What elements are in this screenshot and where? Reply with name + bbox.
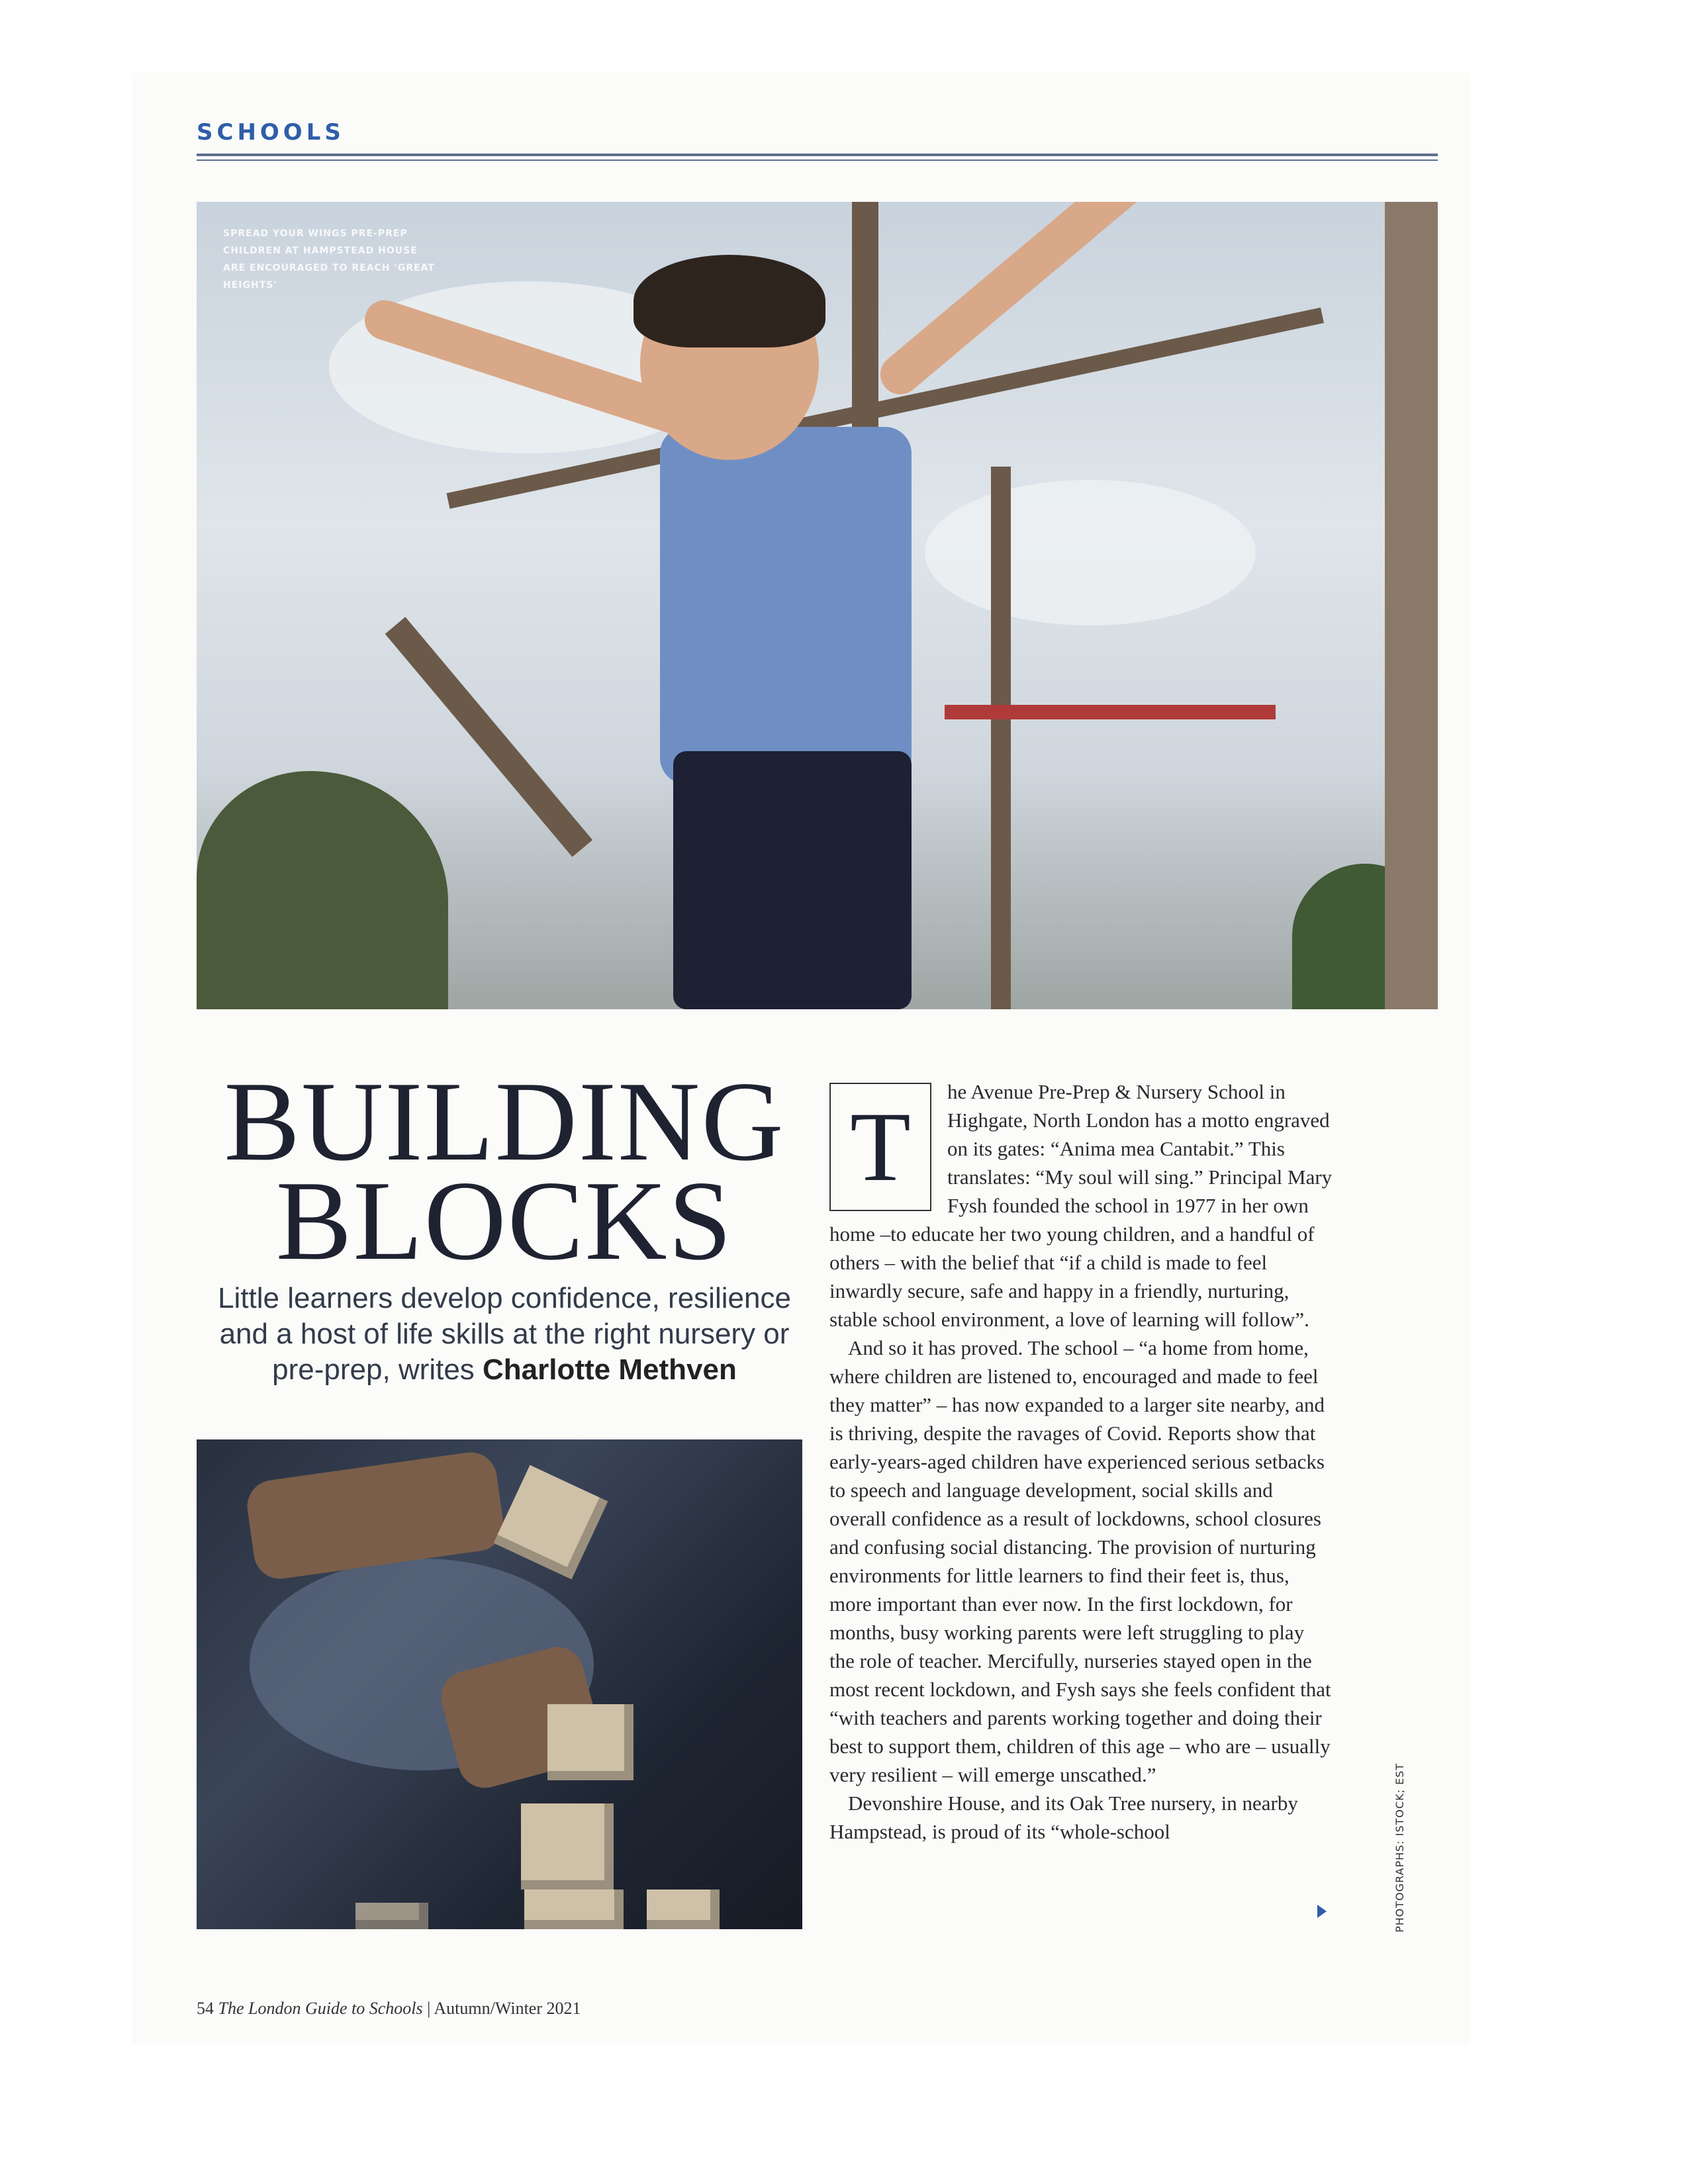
paragraph-2: And so it has proved. The school – “a home from home, where children are listened to, encouraged and made to feel they matter” – has now expanded to a larger site nearby, and is thriving, despite the ravages of Covid. Reports show that early-years-aged children have experienced serious setbacks to speech and language development, social skills and overall confidence as a result of lockdowns, school closures and confusing social distancing. The provision of nurturing environments for little learners to find their feet is, thus, more important than ever now. In the first lockdown, for months, busy working parents were left struggling to play the role of teacher. Mercifully, nurseries stayed open in the most recent lockdown, and Fysh says she feels confident that “with teachers and parents working together and doing their best to support them, children of this age – who are – usually very resilient – will emerge unscathed.” [829,1336,1331,1786]
header-rule-thin [197,159,1438,161]
boy-shirt [660,427,912,784]
article-body [829,1077,1333,1846]
author-name: Charlotte Methven [483,1353,737,1386]
header-rule [197,154,1438,156]
standfirst [197,1281,812,1388]
paragraph-3: Devonshire House, and its Oak Tree nursery, in nearby Hampstead, is proud of its “whole-school [829,1792,1298,1843]
issue-date: Autumn/Winter 2021 [434,1999,581,2018]
boy-hair [633,255,825,347]
headline-line-2: BLOCKS [275,1158,733,1284]
pole [1385,202,1438,1009]
standfirst-text: Little learners develop confidence, resilience and a host of life skills at the right nursery or pre-prep, writes [218,1282,791,1386]
hero-photo [197,202,1438,1009]
wooden-block [521,1803,614,1889]
blocks-photo [197,1439,802,1929]
mast [991,467,1011,1009]
boy-shorts [673,751,912,1009]
headline [197,1059,812,1284]
wooden-block [647,1889,720,1929]
wooden-block [494,1465,608,1580]
photo-credit: PHOTOGRAPHS: ISTOCK; EST [1393,1762,1406,1933]
paragraph-1: T he Avenue Pre-Prep & Nursery School in Highgate, North London has a motto engraved on its gates: “Anima mea Cantabit.” This translates: “My soul will sing.” Principal Mary Fysh founded the school in 1977 in her own home –to educate her two young children, and a handful of others – with the belief that “if a child is made to feel inwardly secure, safe and happy in a friendly, nurturing, stable school environment, a love of learning will follow”. [829,1080,1333,1331]
wooden-block [355,1903,428,1929]
footer-separator: | [427,1999,431,2018]
headline-line-1: BUILDING [224,1059,785,1185]
dropcap: T [829,1083,931,1211]
tree [197,771,448,1009]
page-footer [197,1999,581,2019]
photo-caption: SPREAD YOUR WINGS PRE-PREP CHILDREN AT HAMPSTEAD HOUSE ARE ENCOURAGED TO REACH 'GREAT HEIGHTS' [223,228,435,291]
cloud [925,480,1256,625]
publication-name: The London Guide to Schools [218,1999,423,2018]
wooden-block [547,1704,633,1780]
wooden-block [524,1889,624,1929]
page-number: 54 [197,1999,214,2018]
continue-arrow-icon [1317,1905,1327,1918]
red-beam [945,705,1276,719]
section-label: SCHOOLS [197,119,345,146]
